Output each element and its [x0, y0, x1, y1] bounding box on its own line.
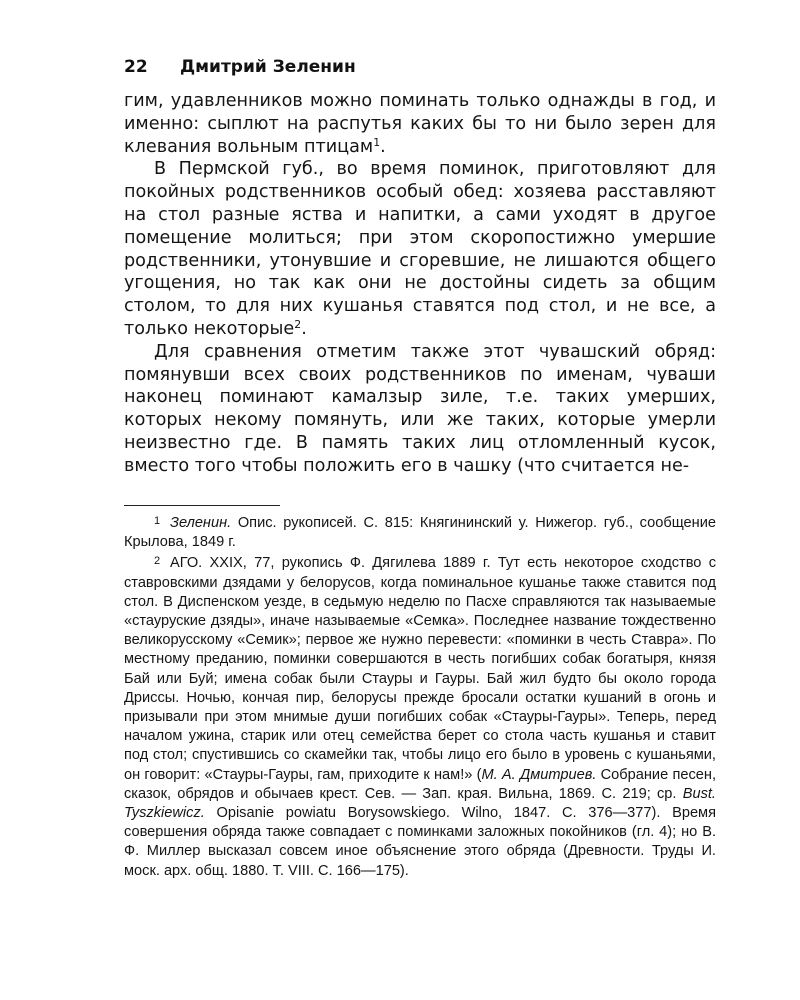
- paragraph-1-text: гим, удавленников можно поминать только однажды в год, и именно: сыплют на распутья каких бы то ни было зерен для клевания вольным птицам: [124, 91, 716, 157]
- footnote-2: [124, 552, 716, 880]
- footnote-1-text: Опис. рукописей. С. 815: Княгининский у. Нижегор. губ., сообщение Крылова, 1849 г.: [124, 515, 716, 551]
- paragraph-2-text: В Пермской губ., во время поминок, приготовляют для покойных родственников особый обед: хозяева расставляют на стол разные яства и напитки, а сами уходят в другое помещение молиться; при этом скоропостижно умершие родственники, утонувшие и сгоревшие, не лишаются общего угощения, но так как они не достойны сидеть за общим столом, то для них кушанья ставятся под стол, и не все, а только некоторые: [124, 159, 716, 339]
- footnote-2-number: 2: [154, 555, 161, 568]
- paragraph-1-end: .: [380, 136, 386, 157]
- footnote-1-author: Зеленин.: [170, 515, 232, 531]
- paragraph-1: [124, 90, 716, 158]
- footnote-ref-1: 1: [373, 135, 381, 149]
- paragraph-2-end: .: [301, 318, 307, 339]
- paragraph-3: Для сравнения отметим также этот чувашский обряд: помянувши всех своих родственников по именам, чуваши наконец поминают камалзыр зиле, т.е. таких умерших, которых некому помянуть, или же таких, которые умерли неизвестно где. В память таких лиц отломленный кусок, вместо того чтобы положить его в чашку (что считается не-: [124, 341, 716, 476]
- footnote-2-text-b: Собрание песен, сказок, обрядов и обычаев крест. Сев. — Зап. края. Вильна, 1869. С. 219; ср.: [124, 766, 716, 802]
- page-number: 22: [124, 57, 148, 77]
- running-header: [124, 57, 724, 77]
- footnotes: [124, 512, 716, 881]
- footnote-2-text-a: АГО. XXIX, 77, рукопись Ф. Дягилева 1889 г. Тут есть некоторое сходство с ставровскими дзядами у белорусов, когда поминальное кушанье также ставится под стол. В Диспенском уезде, в седьмую неделю по Пасхе справляются так называемые «стауруские дзяды», иначе называемые «Семка». Последнее название тождественно великорусскому «Семик»; первое же нужно перевести: «поминки в честь Ставра». По местному преданию, поминки совершаются в честь погибших собак богатыря, князя Бай или Буй; имена собак были Стауры и Гауры. Бай жил будто бы около города Дриссы. Ночью, кончая пир, белорусы прежде бросали остатки кушаний в огонь и призывали при этом мнимые души погибших собак «Стауры-Гауры». Теперь, перед началом ужина, старик или отец семейства берет со стола часть кушанья и ставит под стол; спустившись со скамейки так, чтобы лицо его было в уровень с кушаньями, он говорит: «Стауры-Гауры, гам, приходите к нам!» (: [124, 555, 716, 783]
- footnote-1: [124, 512, 716, 552]
- footnote-2-author-a: М. А. Дмитриев.: [481, 766, 597, 783]
- footnote-ref-2: 2: [294, 317, 302, 331]
- footnote-2-text-c: Opisanie powiatu Borysowskiego. Wilno, 1847. С. 376—377). Время совершения обряда также совпадает с поминками заложных покойников (гл. 4); но В. Ф. Миллер высказал совсем иное объяснение этого обряда (Древности. Труды И. моск. арх. общ. 1880. Т. VIII. С. 166—175).: [124, 805, 716, 879]
- footnote-separator: [124, 505, 280, 506]
- footnote-1-number: 1: [154, 515, 161, 527]
- paragraph-2: [124, 158, 716, 340]
- footnote-2-author-b: Bust. Tyszkiewicz.: [124, 785, 716, 822]
- running-title: Дмитрий Зеленин: [180, 57, 356, 77]
- main-text: [124, 90, 716, 478]
